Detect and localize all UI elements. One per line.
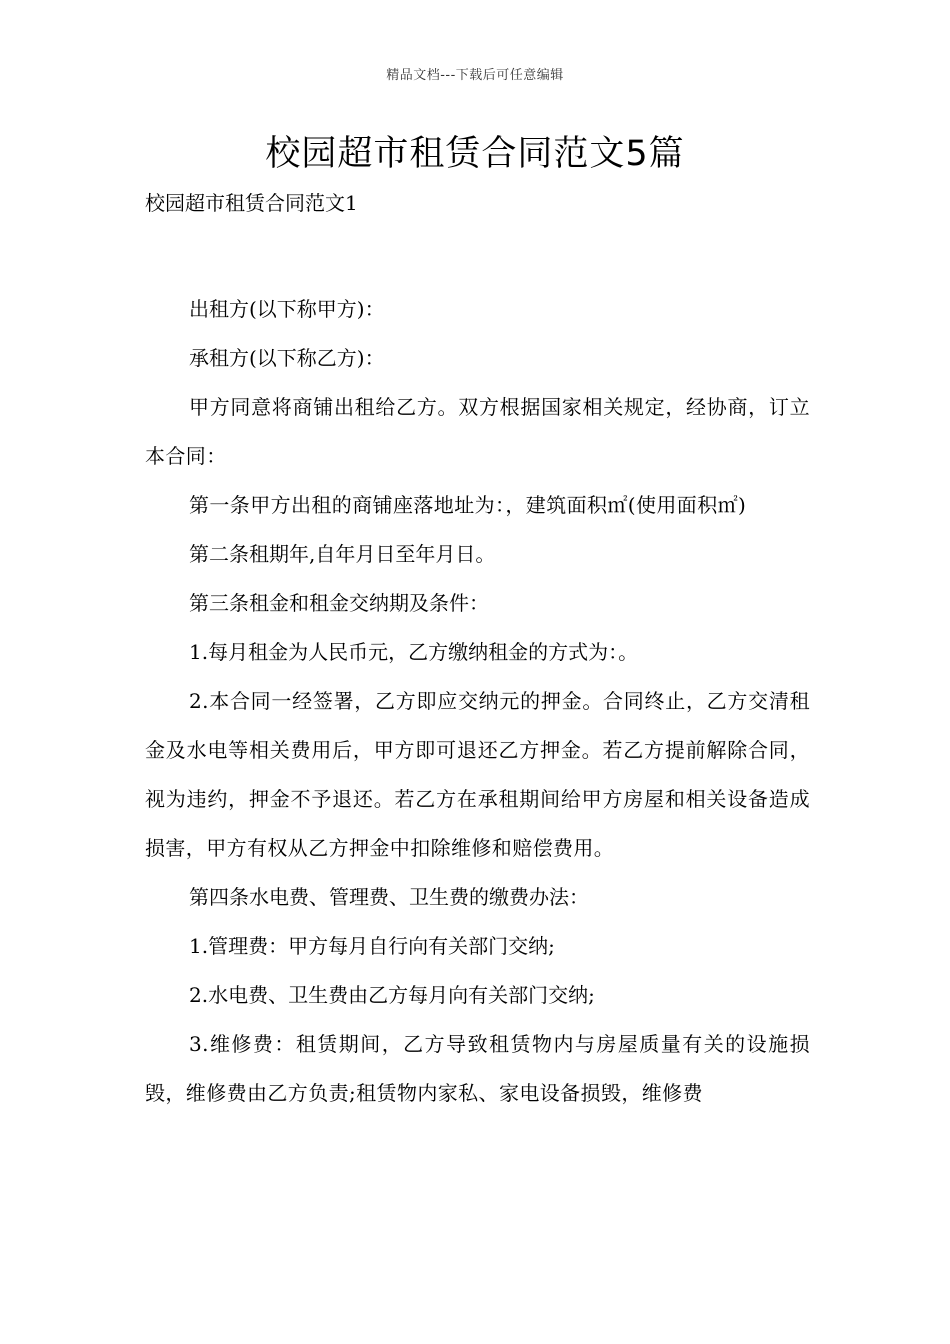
paragraph-article-2: 第二条租期年,自年月日至年月日。 [189,542,496,566]
paragraph-article-1: 第一条甲方出租的商铺座落地址为：，建筑面积㎡(使用面积㎡) [189,493,747,517]
paragraph-article-3-item-1: 1.每月租金为人民币元，乙方缴纳租金的方式为：。 [189,640,639,664]
document-title: 校园超市租赁合同范文5篇 [265,134,685,174]
document-subtitle: 校园超市租赁合同范文1 [145,191,358,215]
page-header-note: 精品文档---下载后可任意编辑 [386,68,564,83]
paragraph-lessor: 出租方(以下称甲方)： [189,297,385,321]
paragraph-article-4-item-3: 3.维修费：租赁期间，乙方导致租赁物内与房屋质量有关的设施损毁，维修费由乙方负责;租赁物内家私、家电设备损毁，维修费 [145,1032,810,1105]
paragraph-article-4-item-1: 1.管理费：甲方每月自行向有关部门交纳; [189,934,555,958]
paragraph-agreement: 甲方同意将商铺出租给乙方。双方根据国家相关规定，经协商，订立本合同： [145,395,810,468]
paragraph-article-3-item-2: 2.本合同一经签署，乙方即应交纳元的押金。合同终止，乙方交清租金及水电等相关费用后，甲方即可退还乙方押金。若乙方提前解除合同，视为违约，押金不予退还。若乙方在承租期间给甲方房屋和相关设备造成损害，甲方有权从乙方押金中扣除维修和赔偿费用。 [145,689,810,860]
paragraph-article-4-item-2: 2.水电费、卫生费由乙方每月向有关部门交纳; [189,983,595,1007]
document-body [145,285,810,1118]
paragraph-lessee: 承租方(以下称乙方)： [189,346,385,370]
paragraph-article-3: 第三条租金和租金交纳期及条件： [189,591,489,615]
paragraph-article-4: 第四条水电费、管理费、卫生费的缴费办法： [189,885,589,909]
